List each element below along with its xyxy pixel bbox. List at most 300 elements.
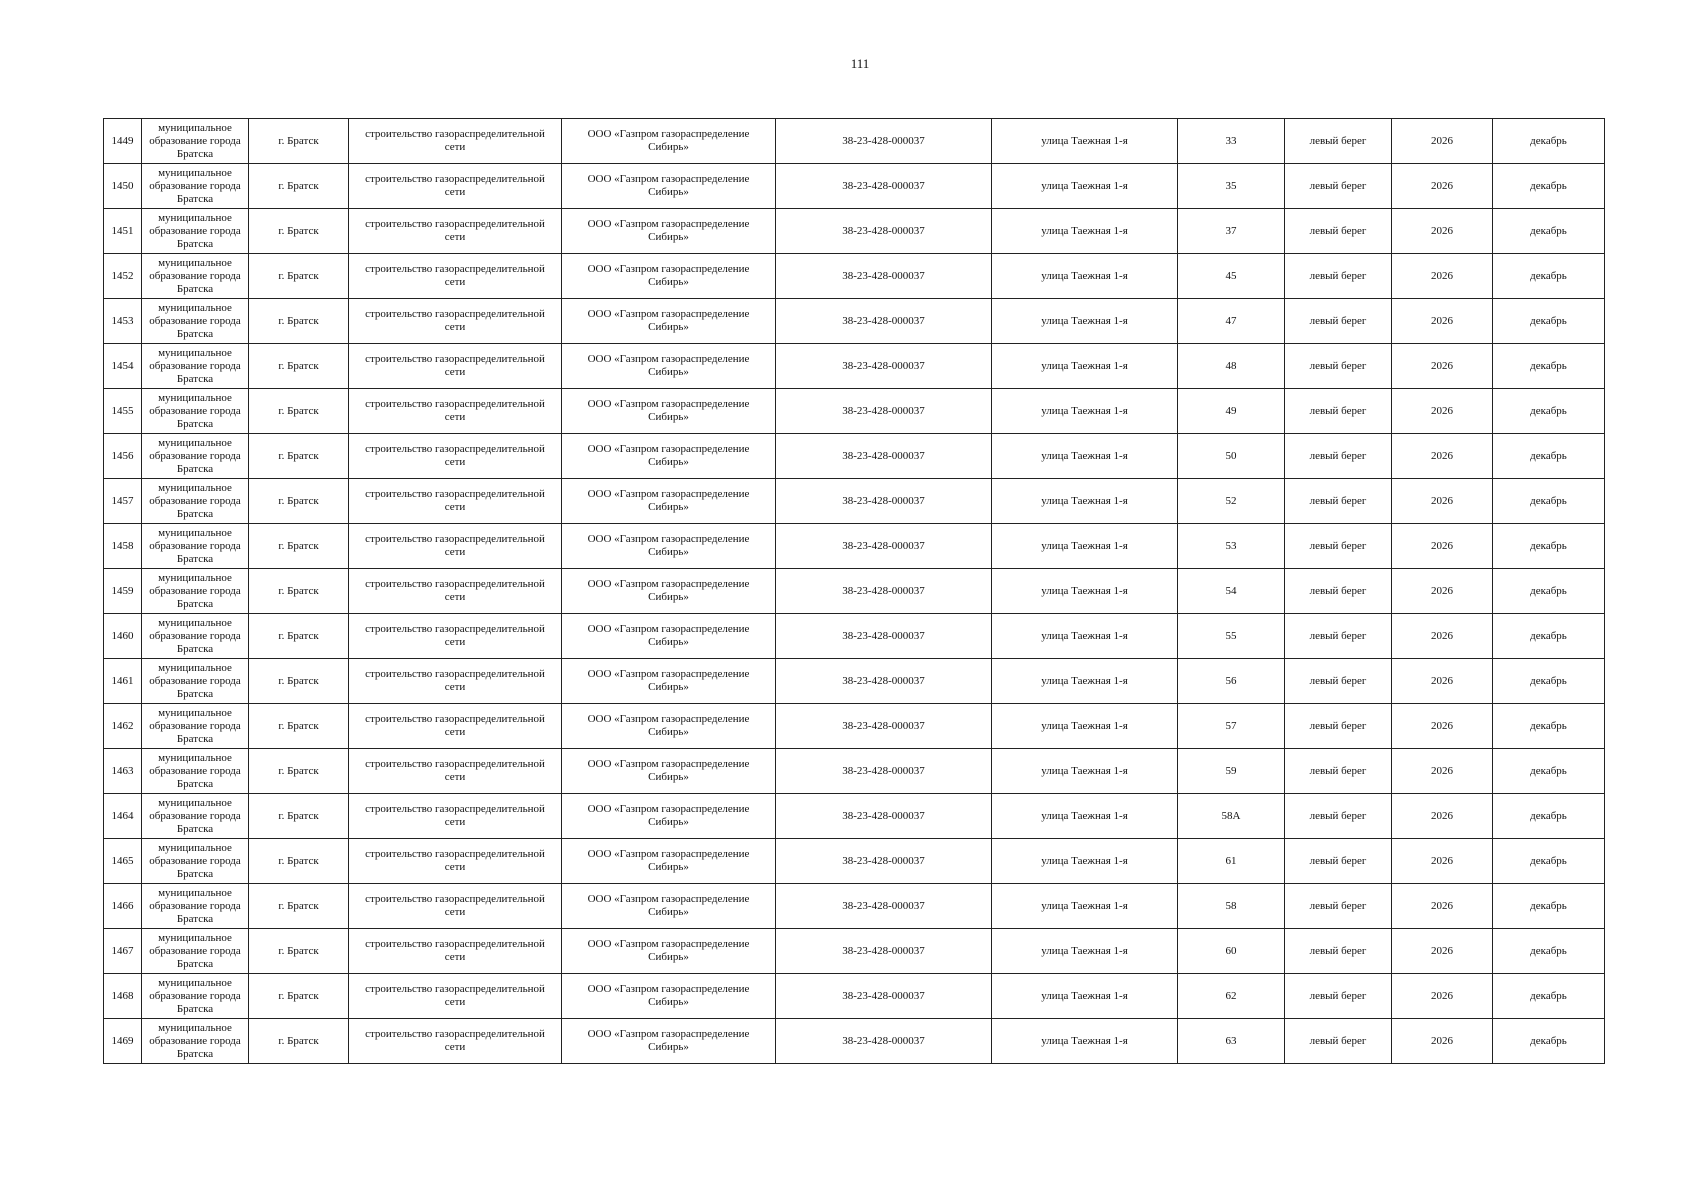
municipality-cell-line: Братска [176, 1047, 214, 1060]
municipality-cell-line: муниципальное [158, 526, 232, 539]
work-type-cell [349, 929, 562, 974]
work-type-cell [349, 569, 562, 614]
municipality-cell [142, 389, 249, 434]
work-type-cell-line: строительство газораспределительной [365, 623, 545, 635]
registry-table [103, 118, 1605, 1064]
street-cell: улица Таежная 1-я [992, 839, 1178, 884]
house-number-cell: 63 [1178, 1019, 1285, 1064]
year-cell: 2026 [1392, 479, 1493, 524]
row-number-cell: 1453 [104, 299, 142, 344]
house-number-cell: 45 [1178, 254, 1285, 299]
row-number-cell: 1464 [104, 794, 142, 839]
work-type-cell-line: сети [444, 726, 466, 738]
work-type-cell-line: сети [444, 816, 466, 828]
month-cell: декабрь [1493, 119, 1605, 164]
street-cell: улица Таежная 1-я [992, 119, 1178, 164]
work-type-cell [349, 614, 562, 659]
municipality-cell-line: муниципальное [158, 706, 232, 719]
work-type-cell [349, 254, 562, 299]
street-cell: улица Таежная 1-я [992, 164, 1178, 209]
house-number-cell: 57 [1178, 704, 1285, 749]
object-code-cell: 38-23-428-000037 [776, 704, 992, 749]
municipality-cell [142, 569, 249, 614]
municipality-cell [142, 209, 249, 254]
house-number-cell: 55 [1178, 614, 1285, 659]
work-type-cell-line: строительство газораспределительной [365, 848, 545, 860]
work-type-cell [349, 659, 562, 704]
municipality-cell-line: Братска [176, 372, 214, 385]
month-cell: декабрь [1493, 524, 1605, 569]
month-cell: декабрь [1493, 434, 1605, 479]
work-type-cell-line: сети [444, 951, 466, 963]
row-number-cell: 1457 [104, 479, 142, 524]
municipality-cell-line: Братска [176, 642, 214, 655]
year-cell: 2026 [1392, 524, 1493, 569]
organization-cell-line: Сибирь» [648, 366, 689, 378]
table-row [104, 524, 1605, 569]
city-cell: г. Братск [249, 974, 349, 1019]
work-type-cell-line: сети [444, 501, 466, 513]
table-row [104, 344, 1605, 389]
organization-cell [562, 479, 776, 524]
organization-cell [562, 884, 776, 929]
river-bank-cell: левый берег [1285, 704, 1392, 749]
work-type-cell [349, 974, 562, 1019]
river-bank-cell: левый берег [1285, 794, 1392, 839]
organization-cell [562, 164, 776, 209]
organization-cell-line: ООО «Газпром газораспределение [587, 893, 750, 905]
street-cell: улица Таежная 1-я [992, 929, 1178, 974]
table-row [104, 119, 1605, 164]
river-bank-cell: левый берег [1285, 884, 1392, 929]
work-type-cell [349, 299, 562, 344]
municipality-cell-line: Братска [176, 417, 214, 430]
municipality-cell [142, 884, 249, 929]
municipality-cell-line: Братска [176, 957, 214, 970]
work-type-cell-line: строительство газораспределительной [365, 938, 545, 950]
year-cell: 2026 [1392, 389, 1493, 434]
river-bank-cell: левый берег [1285, 839, 1392, 884]
object-code-cell: 38-23-428-000037 [776, 839, 992, 884]
organization-cell [562, 569, 776, 614]
work-type-cell [349, 1019, 562, 1064]
work-type-cell-line: строительство газораспределительной [365, 218, 545, 230]
organization-cell [562, 209, 776, 254]
month-cell: декабрь [1493, 659, 1605, 704]
municipality-cell [142, 614, 249, 659]
organization-cell-line: Сибирь» [648, 186, 689, 198]
work-type-cell-line: сети [444, 591, 466, 603]
river-bank-cell: левый берег [1285, 974, 1392, 1019]
organization-cell-line: ООО «Газпром газораспределение [587, 353, 750, 365]
river-bank-cell: левый берег [1285, 929, 1392, 974]
municipality-cell-line: Братска [176, 192, 214, 205]
municipality-cell-line: муниципальное [158, 976, 232, 989]
organization-cell-line: ООО «Газпром газораспределение [587, 263, 750, 275]
work-type-cell-line: сети [444, 996, 466, 1008]
object-code-cell: 38-23-428-000037 [776, 974, 992, 1019]
municipality-cell-line: образование города [149, 314, 241, 327]
house-number-cell: 37 [1178, 209, 1285, 254]
municipality-cell-line: муниципальное [158, 931, 232, 944]
municipality-cell-line: Братска [176, 507, 214, 520]
organization-cell-line: Сибирь» [648, 951, 689, 963]
organization-cell-line: Сибирь» [648, 726, 689, 738]
object-code-cell: 38-23-428-000037 [776, 209, 992, 254]
page-number: 111 [850, 56, 870, 71]
year-cell: 2026 [1392, 974, 1493, 1019]
work-type-cell-line: сети [444, 186, 466, 198]
organization-cell [562, 344, 776, 389]
house-number-cell: 54 [1178, 569, 1285, 614]
month-cell: декабрь [1493, 479, 1605, 524]
work-type-cell-line: строительство газораспределительной [365, 668, 545, 680]
house-number-cell: 52 [1178, 479, 1285, 524]
house-number-cell: 56 [1178, 659, 1285, 704]
row-number-cell: 1459 [104, 569, 142, 614]
organization-cell [562, 389, 776, 434]
work-type-cell-line: строительство газораспределительной [365, 443, 545, 455]
organization-cell [562, 839, 776, 884]
street-cell: улица Таежная 1-я [992, 749, 1178, 794]
river-bank-cell: левый берег [1285, 659, 1392, 704]
organization-cell [562, 704, 776, 749]
work-type-cell [349, 479, 562, 524]
municipality-cell-line: образование города [149, 494, 241, 507]
month-cell: декабрь [1493, 974, 1605, 1019]
organization-cell [562, 299, 776, 344]
organization-cell [562, 1019, 776, 1064]
municipality-cell [142, 659, 249, 704]
organization-cell-line: ООО «Газпром газораспределение [587, 533, 750, 545]
city-cell: г. Братск [249, 299, 349, 344]
organization-cell-line: ООО «Газпром газораспределение [587, 623, 750, 635]
row-number-cell: 1465 [104, 839, 142, 884]
table-row [104, 164, 1605, 209]
municipality-cell-line: образование города [149, 539, 241, 552]
object-code-cell: 38-23-428-000037 [776, 254, 992, 299]
municipality-cell [142, 974, 249, 1019]
river-bank-cell: левый берег [1285, 344, 1392, 389]
month-cell: декабрь [1493, 299, 1605, 344]
municipality-cell [142, 479, 249, 524]
organization-cell-line: Сибирь» [648, 681, 689, 693]
city-cell: г. Братск [249, 119, 349, 164]
organization-cell-line: ООО «Газпром газораспределение [587, 758, 750, 770]
organization-cell [562, 794, 776, 839]
municipality-cell-line: Братска [176, 1002, 214, 1015]
municipality-cell-line: Братска [176, 687, 214, 700]
object-code-cell: 38-23-428-000037 [776, 569, 992, 614]
municipality-cell-line: муниципальное [158, 436, 232, 449]
row-number-cell: 1466 [104, 884, 142, 929]
municipality-cell [142, 1019, 249, 1064]
month-cell: декабрь [1493, 704, 1605, 749]
municipality-cell-line: Братска [176, 237, 214, 250]
municipality-cell-line: образование города [149, 854, 241, 867]
organization-cell-line: Сибирь» [648, 456, 689, 468]
object-code-cell: 38-23-428-000037 [776, 164, 992, 209]
organization-cell-line: ООО «Газпром газораспределение [587, 938, 750, 950]
municipality-cell-line: Братска [176, 867, 214, 880]
work-type-cell [349, 704, 562, 749]
organization-cell-line: Сибирь» [648, 321, 689, 333]
month-cell: декабрь [1493, 569, 1605, 614]
work-type-cell-line: строительство газораспределительной [365, 578, 545, 590]
organization-cell-line: ООО «Газпром газораспределение [587, 803, 750, 815]
table-row [104, 614, 1605, 659]
organization-cell-line: ООО «Газпром газораспределение [587, 1028, 750, 1040]
organization-cell-line: Сибирь» [648, 861, 689, 873]
work-type-cell-line: сети [444, 321, 466, 333]
organization-cell-line: ООО «Газпром газораспределение [587, 848, 750, 860]
municipality-cell [142, 929, 249, 974]
organization-cell-line: ООО «Газпром газораспределение [587, 398, 750, 410]
municipality-cell-line: муниципальное [158, 886, 232, 899]
table-row [104, 479, 1605, 524]
organization-cell [562, 434, 776, 479]
month-cell: декабрь [1493, 254, 1605, 299]
work-type-cell-line: сети [444, 906, 466, 918]
row-number-cell: 1461 [104, 659, 142, 704]
municipality-cell-line: образование города [149, 944, 241, 957]
city-cell: г. Братск [249, 614, 349, 659]
month-cell: декабрь [1493, 884, 1605, 929]
municipality-cell-line: образование города [149, 134, 241, 147]
organization-cell-line: Сибирь» [648, 771, 689, 783]
organization-cell-line: ООО «Газпром газораспределение [587, 173, 750, 185]
work-type-cell-line: сети [444, 771, 466, 783]
river-bank-cell: левый берег [1285, 524, 1392, 569]
table-row [104, 434, 1605, 479]
river-bank-cell: левый берег [1285, 479, 1392, 524]
year-cell: 2026 [1392, 164, 1493, 209]
work-type-cell [349, 164, 562, 209]
object-code-cell: 38-23-428-000037 [776, 434, 992, 479]
work-type-cell [349, 839, 562, 884]
municipality-cell-line: муниципальное [158, 121, 232, 134]
work-type-cell [349, 119, 562, 164]
month-cell: декабрь [1493, 389, 1605, 434]
work-type-cell-line: строительство газораспределительной [365, 128, 545, 140]
organization-cell-line: Сибирь» [648, 276, 689, 288]
street-cell: улица Таежная 1-я [992, 209, 1178, 254]
city-cell: г. Братск [249, 389, 349, 434]
municipality-cell [142, 344, 249, 389]
organization-cell-line: Сибирь» [648, 546, 689, 558]
municipality-cell-line: муниципальное [158, 841, 232, 854]
river-bank-cell: левый берег [1285, 569, 1392, 614]
row-number-cell: 1451 [104, 209, 142, 254]
year-cell: 2026 [1392, 434, 1493, 479]
organization-cell-line: Сибирь» [648, 906, 689, 918]
house-number-cell: 33 [1178, 119, 1285, 164]
organization-cell-line: ООО «Газпром газораспределение [587, 488, 750, 500]
object-code-cell: 38-23-428-000037 [776, 299, 992, 344]
work-type-cell-line: строительство газораспределительной [365, 803, 545, 815]
year-cell: 2026 [1392, 839, 1493, 884]
work-type-cell-line: строительство газораспределительной [365, 173, 545, 185]
work-type-cell-line: сети [444, 1041, 466, 1053]
year-cell: 2026 [1392, 254, 1493, 299]
house-number-cell: 62 [1178, 974, 1285, 1019]
city-cell: г. Братск [249, 929, 349, 974]
work-type-cell-line: сети [444, 411, 466, 423]
city-cell: г. Братск [249, 794, 349, 839]
city-cell: г. Братск [249, 434, 349, 479]
object-code-cell: 38-23-428-000037 [776, 884, 992, 929]
municipality-cell-line: Братска [176, 462, 214, 475]
row-number-cell: 1468 [104, 974, 142, 1019]
municipality-cell-line: Братска [176, 597, 214, 610]
row-number-cell: 1467 [104, 929, 142, 974]
municipality-cell-line: муниципальное [158, 481, 232, 494]
row-number-cell: 1455 [104, 389, 142, 434]
municipality-cell-line: Братска [176, 822, 214, 835]
municipality-cell-line: Братска [176, 777, 214, 790]
municipality-cell-line: муниципальное [158, 751, 232, 764]
year-cell: 2026 [1392, 794, 1493, 839]
work-type-cell-line: сети [444, 231, 466, 243]
row-number-cell: 1460 [104, 614, 142, 659]
row-number-cell: 1456 [104, 434, 142, 479]
month-cell: декабрь [1493, 164, 1605, 209]
municipality-cell-line: муниципальное [158, 256, 232, 269]
object-code-cell: 38-23-428-000037 [776, 479, 992, 524]
organization-cell [562, 524, 776, 569]
river-bank-cell: левый берег [1285, 389, 1392, 434]
river-bank-cell: левый берег [1285, 299, 1392, 344]
year-cell: 2026 [1392, 749, 1493, 794]
city-cell: г. Братск [249, 164, 349, 209]
city-cell: г. Братск [249, 254, 349, 299]
street-cell: улица Таежная 1-я [992, 569, 1178, 614]
city-cell: г. Братск [249, 1019, 349, 1064]
year-cell: 2026 [1392, 569, 1493, 614]
table-body [104, 119, 1605, 1064]
work-type-cell-line: строительство газораспределительной [365, 308, 545, 320]
work-type-cell-line: строительство газораспределительной [365, 893, 545, 905]
organization-cell-line: Сибирь» [648, 816, 689, 828]
municipality-cell-line: образование города [149, 269, 241, 282]
house-number-cell: 58 [1178, 884, 1285, 929]
work-type-cell [349, 344, 562, 389]
organization-cell [562, 614, 776, 659]
organization-cell-line: Сибирь» [648, 141, 689, 153]
work-type-cell-line: сети [444, 636, 466, 648]
city-cell: г. Братск [249, 209, 349, 254]
river-bank-cell: левый берег [1285, 1019, 1392, 1064]
year-cell: 2026 [1392, 1019, 1493, 1064]
object-code-cell: 38-23-428-000037 [776, 929, 992, 974]
municipality-cell [142, 434, 249, 479]
city-cell: г. Братск [249, 659, 349, 704]
year-cell: 2026 [1392, 614, 1493, 659]
year-cell: 2026 [1392, 884, 1493, 929]
municipality-cell-line: образование города [149, 404, 241, 417]
organization-cell-line: ООО «Газпром газораспределение [587, 308, 750, 320]
street-cell: улица Таежная 1-я [992, 344, 1178, 389]
street-cell: улица Таежная 1-я [992, 614, 1178, 659]
street-cell: улица Таежная 1-я [992, 479, 1178, 524]
table-row [104, 794, 1605, 839]
municipality-cell [142, 164, 249, 209]
municipality-cell-line: муниципальное [158, 796, 232, 809]
house-number-cell: 59 [1178, 749, 1285, 794]
river-bank-cell: левый берег [1285, 434, 1392, 479]
row-number-cell: 1449 [104, 119, 142, 164]
river-bank-cell: левый берег [1285, 254, 1392, 299]
organization-cell-line: ООО «Газпром газораспределение [587, 443, 750, 455]
year-cell: 2026 [1392, 209, 1493, 254]
work-type-cell-line: строительство газораспределительной [365, 398, 545, 410]
organization-cell-line: Сибирь» [648, 591, 689, 603]
year-cell: 2026 [1392, 119, 1493, 164]
work-type-cell-line: сети [444, 276, 466, 288]
house-number-cell: 50 [1178, 434, 1285, 479]
object-code-cell: 38-23-428-000037 [776, 794, 992, 839]
municipality-cell-line: образование города [149, 719, 241, 732]
table-row [104, 389, 1605, 434]
row-number-cell: 1469 [104, 1019, 142, 1064]
street-cell: улица Таежная 1-я [992, 974, 1178, 1019]
work-type-cell-line: строительство газораспределительной [365, 533, 545, 545]
object-code-cell: 38-23-428-000037 [776, 524, 992, 569]
house-number-cell: 60 [1178, 929, 1285, 974]
month-cell: декабрь [1493, 344, 1605, 389]
municipality-cell-line: образование города [149, 224, 241, 237]
organization-cell-line: ООО «Газпром газораспределение [587, 128, 750, 140]
work-type-cell-line: строительство газораспределительной [365, 353, 545, 365]
municipality-cell-line: муниципальное [158, 616, 232, 629]
object-code-cell: 38-23-428-000037 [776, 344, 992, 389]
row-number-cell: 1452 [104, 254, 142, 299]
house-number-cell: 53 [1178, 524, 1285, 569]
house-number-cell: 35 [1178, 164, 1285, 209]
organization-cell-line: Сибирь» [648, 996, 689, 1008]
work-type-cell-line: строительство газораспределительной [365, 983, 545, 995]
city-cell: г. Братск [249, 569, 349, 614]
work-type-cell-line: строительство газораспределительной [365, 713, 545, 725]
object-code-cell: 38-23-428-000037 [776, 659, 992, 704]
municipality-cell-line: образование города [149, 899, 241, 912]
year-cell: 2026 [1392, 929, 1493, 974]
work-type-cell-line: строительство газораспределительной [365, 488, 545, 500]
municipality-cell-line: образование города [149, 1034, 241, 1047]
organization-cell-line: ООО «Газпром газораспределение [587, 983, 750, 995]
municipality-cell-line: образование города [149, 584, 241, 597]
work-type-cell-line: строительство газораспределительной [365, 263, 545, 275]
object-code-cell: 38-23-428-000037 [776, 1019, 992, 1064]
street-cell: улица Таежная 1-я [992, 299, 1178, 344]
street-cell: улица Таежная 1-я [992, 884, 1178, 929]
table-row [104, 209, 1605, 254]
municipality-cell-line: образование города [149, 179, 241, 192]
work-type-cell-line: строительство газораспределительной [365, 758, 545, 770]
object-code-cell: 38-23-428-000037 [776, 119, 992, 164]
municipality-cell-line: образование города [149, 989, 241, 1002]
house-number-cell: 61 [1178, 839, 1285, 884]
month-cell: декабрь [1493, 1019, 1605, 1064]
work-type-cell [349, 209, 562, 254]
work-type-cell-line: сети [444, 861, 466, 873]
table-row [104, 749, 1605, 794]
month-cell: декабрь [1493, 749, 1605, 794]
work-type-cell-line: строительство газораспределительной [365, 1028, 545, 1040]
house-number-cell: 49 [1178, 389, 1285, 434]
house-number-cell: 58А [1178, 794, 1285, 839]
municipality-cell-line: Братска [176, 912, 214, 925]
